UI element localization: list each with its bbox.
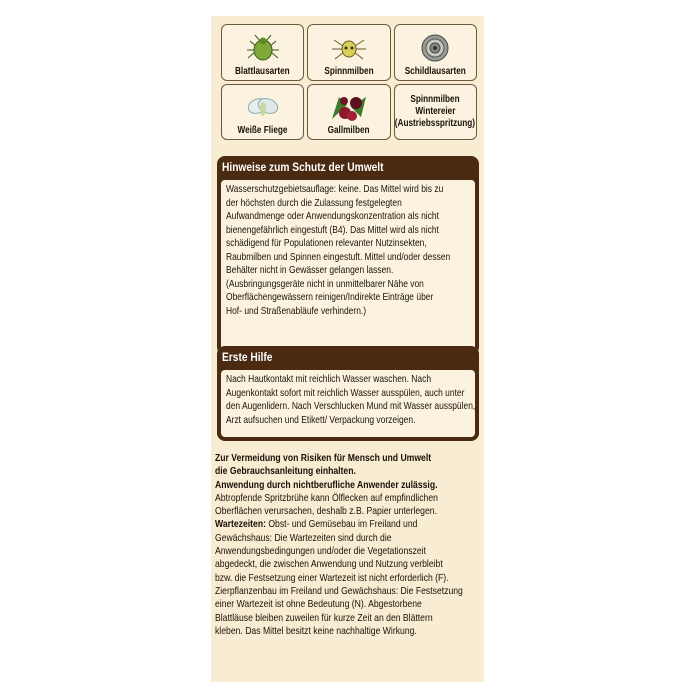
pest-name-line: Wintereier: [415, 105, 456, 117]
pest-cell-aphids: [221, 24, 304, 81]
nonprofessional-line: Anwendung durch nichtberufliche Anwender zulässig.: [215, 479, 438, 491]
waiting-line: Anwendungsbedingungen und/oder die Vegetationszeit: [215, 546, 426, 558]
text-line: bienengefährlich eingestuft (B4). Das Mittel wird als nicht: [226, 224, 439, 236]
section-body: [221, 180, 475, 351]
risk-line: die Gebrauchsanleitung einhalten.: [215, 466, 356, 478]
environment-section: [217, 156, 479, 355]
pest-name: Weiße Fliege: [237, 125, 288, 136]
pest-cell-spider-mites: [307, 24, 390, 81]
section-title: Hinweise zum Schutz der Umwelt: [222, 160, 384, 174]
waiting-line: kleben. Das Mittel besitzt keine nachhaltige Wirkung.: [215, 625, 417, 637]
waiting-label: Wartezeiten:: [215, 519, 266, 531]
first-aid-section: [217, 346, 479, 441]
risk-line: Zur Vermeidung von Risiken für Mensch und Umwelt: [215, 453, 432, 464]
text-line: Arzt aufsuchen und Etikett/ Verpackung vorzeigen.: [226, 414, 416, 426]
waiting-line: Zierpflanzenbau im Freiland und Gewächshaus: Die Festsetzung: [215, 585, 463, 597]
text-line: (Ausbringungsgeräte nicht in unmittelbarer Nähe von: [226, 278, 424, 290]
drip-line: Oberflächen verursachen, deshalb z.B. Papier unterlegen.: [215, 506, 437, 518]
usage-notes: [215, 452, 485, 638]
pest-name-line: (Austriebsspritzung): [395, 117, 476, 129]
text-line: Wasserschutzgebietsauflage: keine. Das Mittel wird bis zu: [226, 184, 444, 195]
text-line: Behälter nicht in Gewässer gelangen lassen.: [226, 265, 394, 276]
spider-mite-icon: [329, 32, 369, 64]
waiting-line: [215, 518, 439, 531]
whitefly-icon: [243, 91, 283, 123]
waiting-line: abgedeckt, die zwischen Anwendung und Nutzung verbleibt: [215, 559, 443, 571]
text-line: Augenkontakt sofort mit reichlich Wasser ausspülen, auch unter: [226, 387, 465, 399]
text-line: schädigend für Populationen relevanter Nutzinsekten,: [226, 238, 427, 249]
waiting-text: Obst- und Gemüsebau im Freiland und: [265, 519, 418, 531]
pest-cell-gall-mites: [307, 84, 390, 141]
pest-name: Spinnmilben: [324, 65, 374, 77]
drip-line: Abtropfende Spritzbrühe kann Ölflecken auf empfindlichen: [215, 492, 438, 504]
waiting-line: einer Wartezeit ist ohne Bedeutung (N). Abgestorbene: [215, 599, 422, 611]
pest-name-line: Spinnmilben: [410, 93, 460, 105]
pest-name: Gallmilben: [328, 125, 370, 136]
gall-mite-icon: [329, 91, 369, 123]
pest-cell-winter-eggs: [394, 84, 477, 141]
pest-cell-whitefly: [221, 84, 304, 141]
pest-grid: [221, 24, 477, 140]
text-line: der höchsten durch die Zulassung festgelegten: [226, 197, 402, 209]
text-line: Oberflächengewässern reinigen/Indirekte Einträge über: [226, 292, 434, 303]
waiting-line: Gewächshaus: Die Wartezeiten sind durch die: [215, 532, 392, 544]
section-title: Erste Hilfe: [222, 350, 273, 364]
text-line: Raubmilben und Spinnen eingestuft. Mittel und/oder dessen: [226, 251, 451, 263]
waiting-line: bzw. die Festsetzung einer Wartezeit ist nicht erforderlich (F).: [215, 572, 449, 584]
pest-name: Schildlausarten: [404, 65, 466, 77]
section-body: [221, 370, 475, 437]
text-line: den Augenlidern. Nach Verschlucken Mund mit Wasser ausspülen,: [226, 401, 475, 412]
pest-name: Blattlausarten: [235, 65, 290, 77]
aphid-icon: [243, 32, 283, 64]
scale-insect-icon: [415, 32, 455, 64]
waiting-line: Blattläuse bleiben zuweilen für kurze Zeit an den Blättern: [215, 612, 433, 624]
pest-cell-scale-insects: [394, 24, 477, 81]
text-line: Nach Hautkontakt mit reichlich Wasser waschen. Nach: [226, 374, 432, 385]
text-line: Aufwandmenge oder Anwendungskonzentration als nicht: [226, 211, 439, 222]
text-line: Hof- und Straßenabläufe verhindern.): [226, 305, 367, 317]
